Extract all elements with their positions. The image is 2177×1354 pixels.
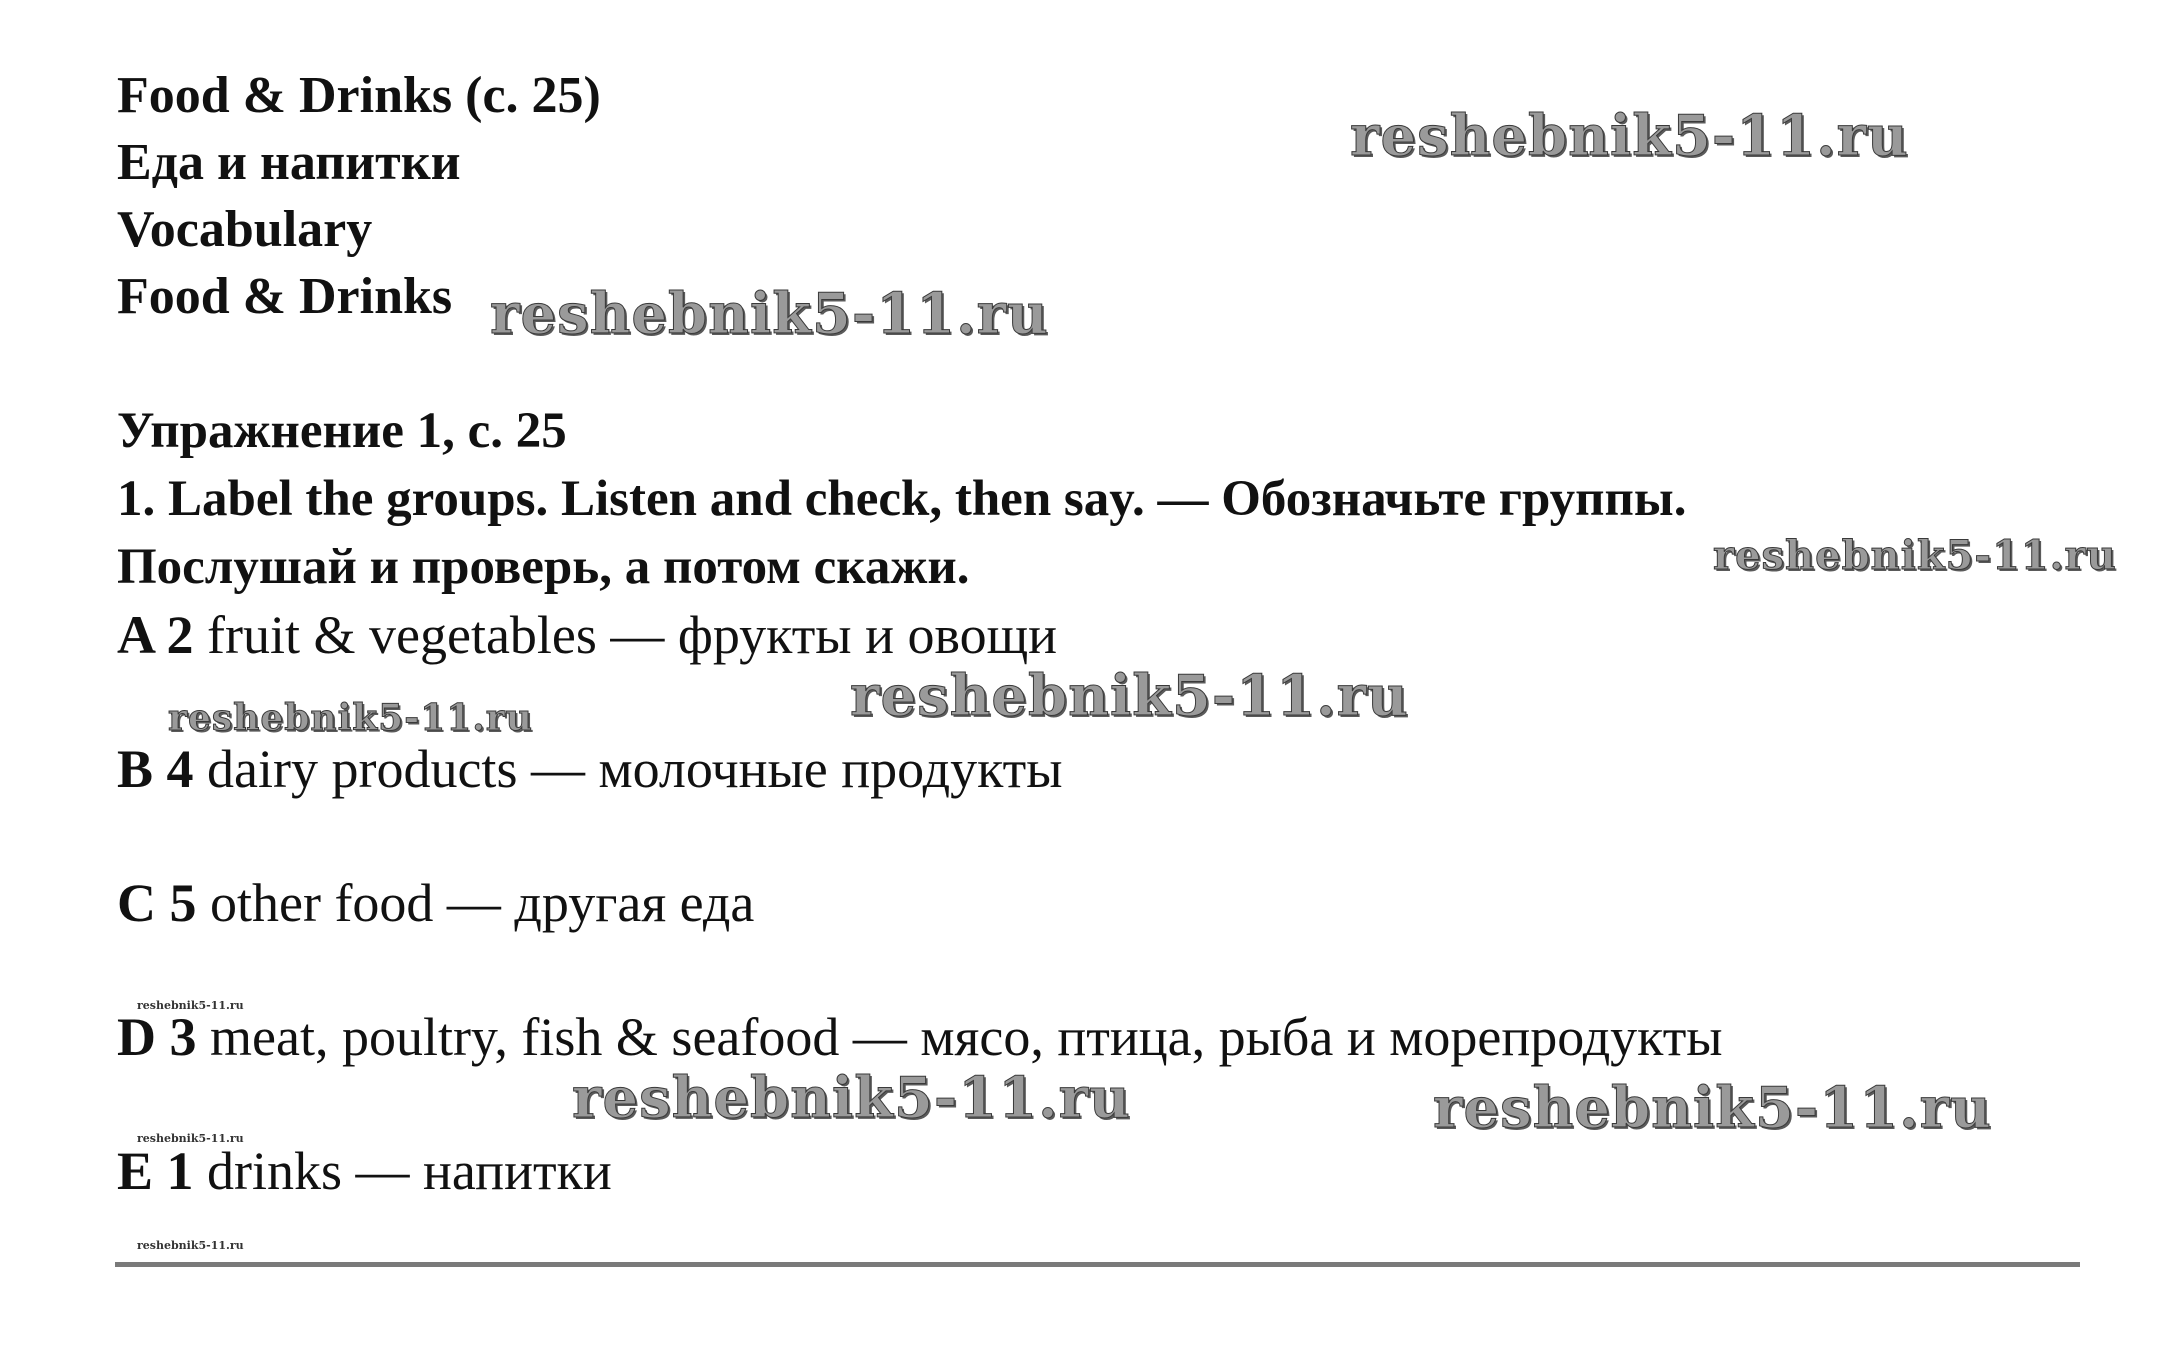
answer-e xyxy=(117,1141,612,1201)
watermark-5: reshebnik5-11.ru xyxy=(168,697,533,739)
exercise-instruction-line-2: Послушай и проверь, а потом скажи. xyxy=(117,539,970,595)
answer-c-text: other food — другая еда xyxy=(196,873,755,933)
watermark-4: reshebnik5-11.ru xyxy=(850,663,1409,729)
watermark-7: reshebnik5-11.ru xyxy=(572,1065,1131,1131)
exercise-instruction-line-1: 1. Label the groups. Listen and check, then say. — Обозначьте группы. xyxy=(117,471,1687,527)
watermark-8: reshebnik5-11.ru xyxy=(1433,1075,1992,1141)
page-subtitle-ru: Еда и напитки xyxy=(117,134,461,191)
section-food-drinks: Food & Drinks xyxy=(117,268,453,325)
watermark-3: reshebnik5-11.ru xyxy=(1713,532,2117,579)
bottom-divider xyxy=(115,1262,2080,1267)
watermark-6: reshebnik5-11.ru xyxy=(137,999,244,1012)
page-title: Food & Drinks (c. 25) xyxy=(117,67,601,124)
answer-b-text: dairy products — молочные продукты xyxy=(193,739,1063,799)
answer-d-text: meat, poultry, fish & seafood — мясо, птица, рыба и морепродукты xyxy=(196,1007,1723,1067)
answer-c-key: C 5 xyxy=(117,873,197,933)
answer-e-key: E 1 xyxy=(117,1141,194,1201)
answer-c xyxy=(117,873,755,933)
watermark-9: reshebnik5-11.ru xyxy=(137,1132,244,1145)
exercise-title: Упражнение 1, с. 25 xyxy=(117,403,567,459)
answer-d-key: D 3 xyxy=(117,1007,197,1067)
answer-a-text: fruit & vegetables — фрукты и овощи xyxy=(193,605,1058,665)
answer-a xyxy=(117,605,1058,665)
answer-a-key: A 2 xyxy=(117,605,194,665)
section-vocabulary: Vocabulary xyxy=(117,201,373,258)
answer-b xyxy=(117,739,1063,799)
answer-e-text: drinks — напитки xyxy=(193,1141,612,1201)
watermark-2: reshebnik5-11.ru xyxy=(490,281,1049,347)
answer-b-key: B 4 xyxy=(117,739,194,799)
watermark-1: reshebnik5-11.ru xyxy=(1350,103,1909,169)
answer-d xyxy=(117,1007,1723,1067)
watermark-10: reshebnik5-11.ru xyxy=(137,1239,244,1252)
